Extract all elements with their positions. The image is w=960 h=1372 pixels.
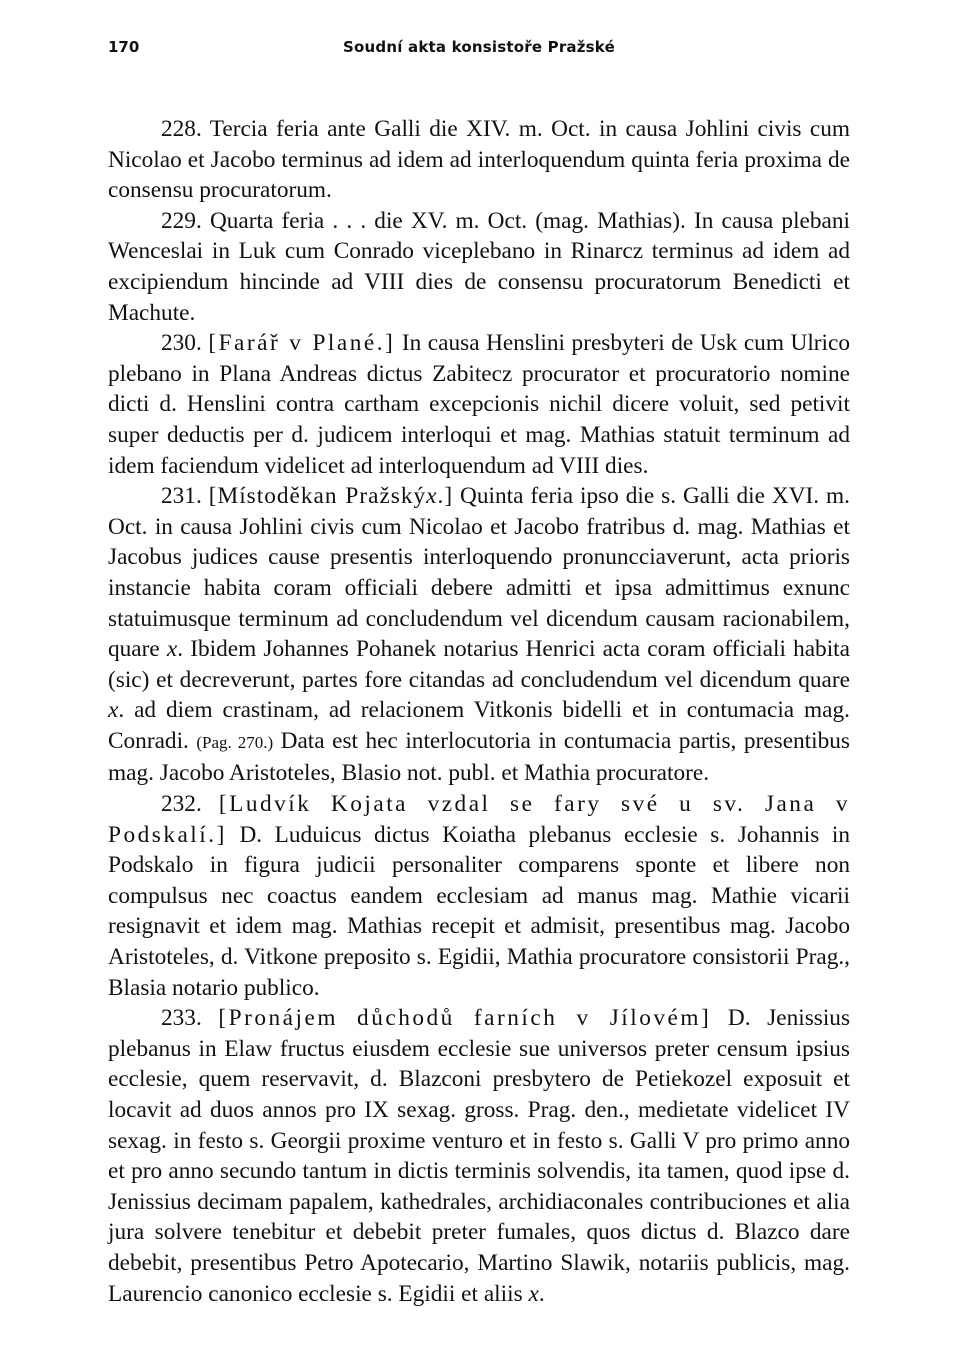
entry-number: 230. — [161, 330, 202, 357]
etc-sign: x — [108, 697, 119, 724]
entry-number: 232. — [161, 791, 202, 818]
entry-number: 229. — [161, 207, 202, 234]
entry-text: D. Luduicus dictus Koiatha plebanus ecclesie s. Johannis in Podskalo in figura judicii personaliter comparens sponte et libere non compulsus nec coactus eandem ecclesiam ad manus mag. Mathie vicarii resignavit et idem mag. Mathias recepit et admisit, presentibus mag. Jacobo Aristoteles, d. Vitkone preposito s. Egidii, Mathia procuratore consistorii Prag., Blasia notario publico. — [108, 821, 850, 1001]
page-reference: (Pag. 270.) — [196, 732, 274, 752]
document-page — [108, 28, 850, 1309]
etc-sign: x — [528, 1280, 539, 1307]
entry-number: 231. — [161, 483, 202, 510]
entry-heading — [209, 483, 453, 509]
entry-text: . Ibidem Johannes Pohanek notarius Henrici acta coram officiali habita (sic) et decreverunt, partes fore citandas ad concludendum vel dicendum quare — [108, 636, 850, 693]
entry-228 — [108, 114, 850, 206]
entry-text: In causa Henslini presbyteri de Usk cum Ulrico plebano in Plana Andreas dictus Zabitecz procurator et procuratorio nomine dicti d. Henslini contra cartham excepcionis nichil dicere voluit, sed petivit super deductis per d. judicem interloqui et mag. Mathias statuit terminum ad idem faciendum videlicet ad interloquendum ad VIII dies. — [108, 330, 851, 479]
running-title: Soudní akta konsistoře Pražské — [343, 38, 615, 56]
entry-number: 233. — [161, 1005, 202, 1032]
entry-230 — [108, 328, 850, 481]
entry-heading-close: .] — [437, 483, 454, 510]
entry-233 — [108, 1003, 850, 1309]
entry-heading: [Ludvík Kojata vzdal se fary své u sv. Jana v Podskalí.] — [108, 791, 850, 848]
entry-heading-text: [Místoděkan Pražský — [208, 483, 427, 510]
entry-231 — [108, 481, 850, 789]
entry-232 — [108, 789, 850, 1003]
page-number: 170 — [108, 38, 140, 56]
entry-text: D. Jenissius plebanus in Elaw fructus eiusdem ecclesie sue universos preter censum ipsius ecclesie, quem reservavit, d. Blazconi presbytero de Petiekozel exposuit et locavit ad duos annos pro IX sexag. gross. Prag. den., medietate videlicet IV sexag. in festo s. Georgii proxime venturo et in festo s. Galli V pro primo anno et pro anno secundo tantum in dictis terminis solvendis, ita tamen, quod ipse d. Jenissius decimam papalem, kathedrales, archidiaconales contribuciones et alia jura solvere tenebitur et debebit preter fumales, quos dictus d. Blazco dare debebit, presentibus Petro Apotecario, Martino Slawik, notariis publicis, mag. Laurencio canonico ecclesie s. Egidii et aliis — [108, 1005, 851, 1307]
entry-229 — [108, 206, 850, 328]
etc-sign: x — [426, 483, 438, 510]
entry-heading: [Pronájem důchodů farních v Jílovém] — [218, 1005, 712, 1032]
entry-text: Quarta feria . . . die XV. m. Oct. (mag. Mathias). In causa plebani Wenceslai in Luk cum Conrado viceplebano in Rinarcz terminus ad idem ad excipiendum hincinde ad VIII dies de consensu procuratorum Benedicti et Machute. — [108, 207, 850, 326]
entry-text: Quinta feria ipso die s. Galli die XVI. m. Oct. in causa Johlini civis cum Nicolao et Jacobo fratribus d. mag. Mathias et Jacobus judices cause presentis interloquendo pronuncciaverunt, acta prioris instancie habita coram officiali debere admitti et ipsa admittimus exnunc statuimusque terminum ad concludendum vel dicendum causam racionabilem, quare — [108, 483, 850, 663]
etc-sign: x — [166, 636, 178, 663]
body-text — [108, 114, 850, 1309]
entry-text: Tercia feria ante Galli die XIV. m. Oct. in causa Johlini civis cum Nicolao et Jacobo terminus ad idem ad interloquendum quinta feria proxima de consensu procuratorum. — [108, 116, 850, 204]
entry-heading: [Farář v Plané.] — [208, 330, 396, 357]
running-head — [108, 28, 850, 68]
entry-text: . ad diem crastinam, ad relacionem Vitkonis bidelli et in contumacia mag. Conradi. — [108, 697, 850, 754]
entry-number: 228. — [161, 116, 202, 142]
entry-text: . — [538, 1280, 545, 1307]
entry-text: Data est hec interlocutoria in contumacia partis, presentibus mag. Jacobo Aristoteles, Blasio not. publ. et Mathia procuratore. — [108, 727, 850, 787]
